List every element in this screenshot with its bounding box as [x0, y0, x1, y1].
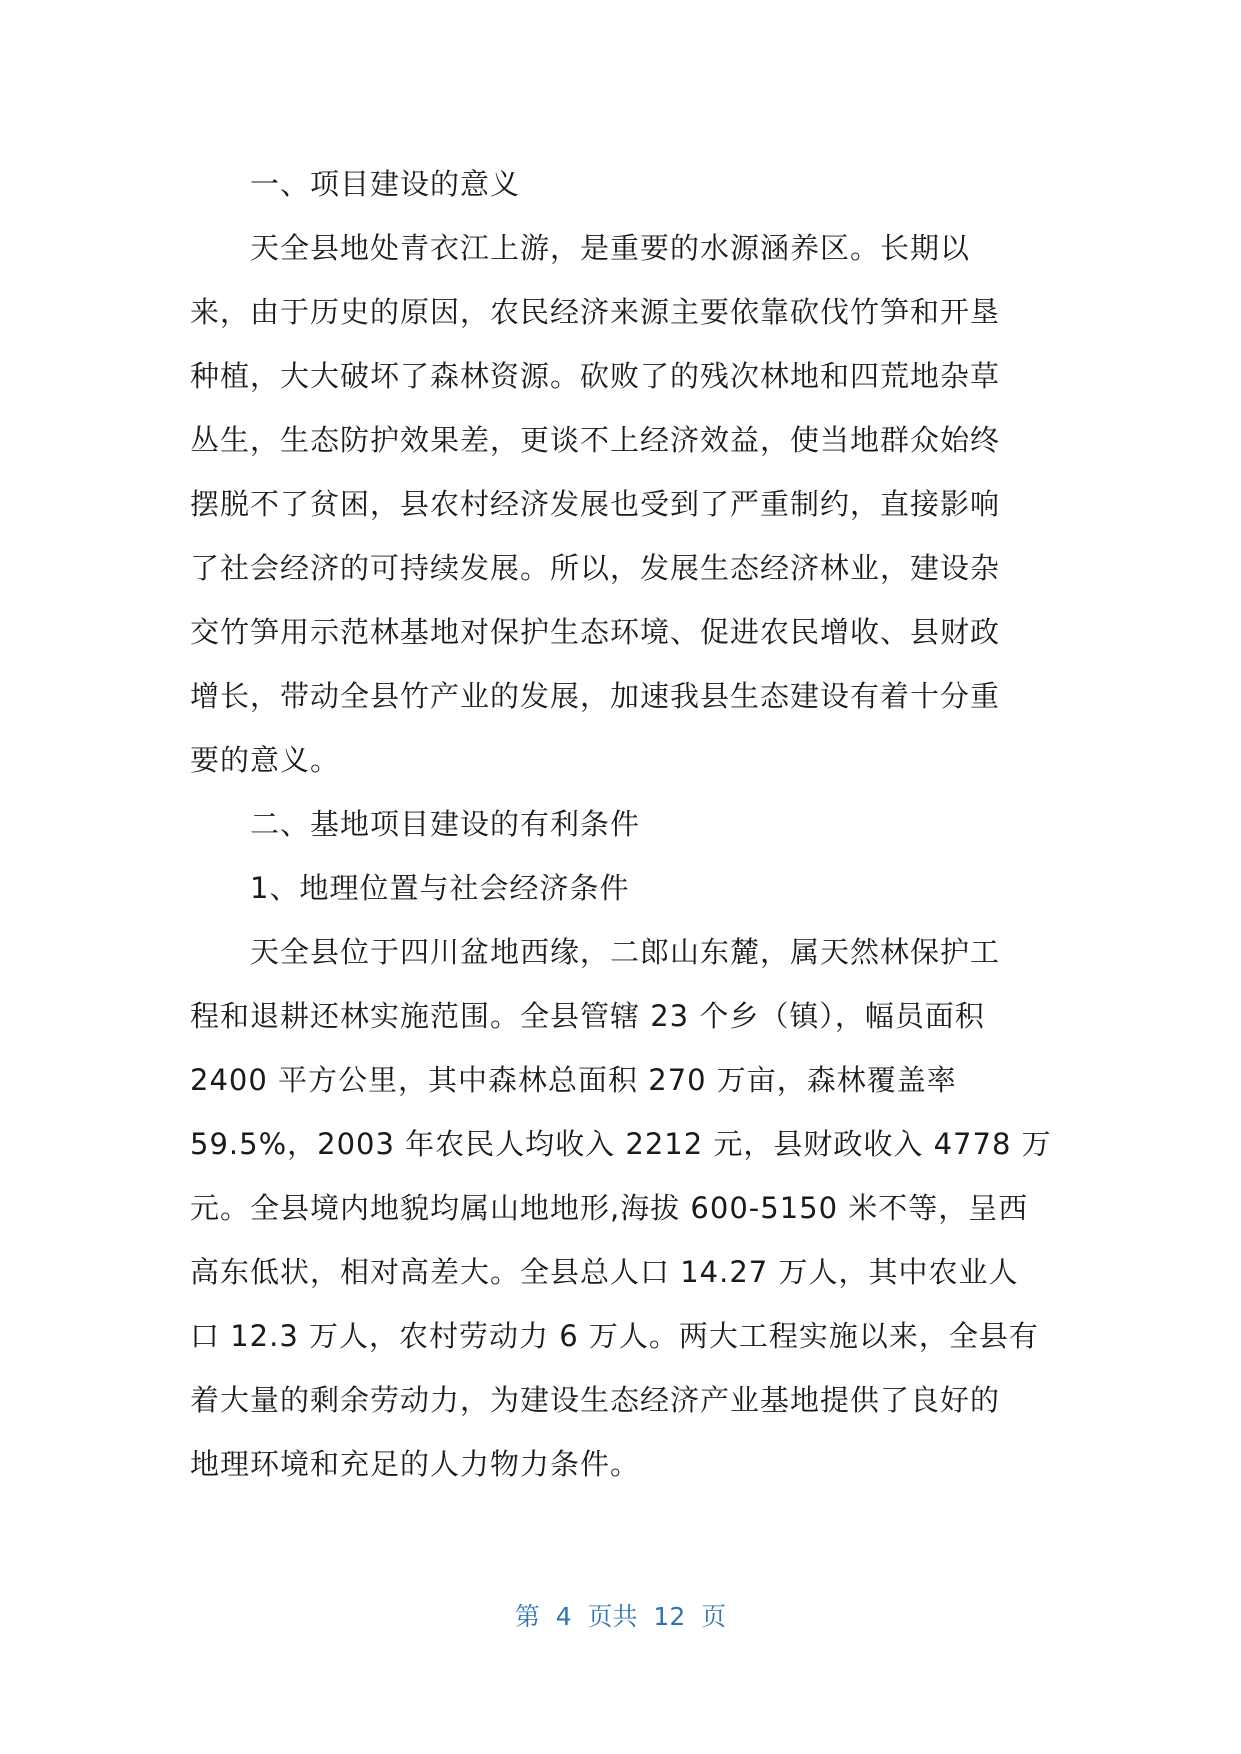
paragraph-line: 程和退耕还林实施范围。全县管辖 23 个乡（镇），幅员面积: [190, 999, 985, 1033]
paragraph-line: 元。全县境内地貌均属山地地形,海拔 600-5150 米不等，呈西: [190, 1191, 1029, 1225]
paragraph-line: 天全县位于四川盆地西缘，二郎山东麓，属天然林保护工: [190, 935, 1001, 969]
paragraph-line: 高东低状，相对高差大。全县总人口 14.27 万人，其中农业人: [190, 1255, 1019, 1289]
paragraph-line: 了社会经济的可持续发展。所以，发展生态经济林业，建设杂: [190, 551, 1001, 585]
paragraph-line: 2400 平方公里，其中森林总面积 270 万亩，森林覆盖率: [190, 1063, 957, 1097]
paragraph-line: 地理环境和充足的人力物力条件。: [190, 1447, 641, 1481]
paragraph-line: 增长，带动全县竹产业的发展，加速我县生态建设有着十分重: [190, 679, 1001, 713]
paragraph-line: 59.5%，2003 年农民人均收入 2212 元，县财政收入 4778 万: [190, 1127, 1052, 1161]
paragraph-line: 口 12.3 万人，农村劳动力 6 万人。两大工程实施以来，全县有: [190, 1319, 1039, 1353]
paragraph-line: 着大量的剩余劳动力，为建设生态经济产业基地提供了良好的: [190, 1383, 1001, 1417]
paragraph-line: 要的意义。: [190, 743, 341, 777]
subsection-heading-location: 1、地理位置与社会经济条件: [190, 871, 630, 905]
paragraph-line: 丛生，生态防护效果差，更谈不上经济效益，使当地群众始终: [190, 423, 1001, 457]
paragraph-line: 天全县地处青衣江上游，是重要的水源涵养区。长期以: [190, 231, 971, 265]
page-number-footer: 第 4 页共 12 页: [514, 1602, 727, 1631]
section-heading-conditions: 二、基地项目建设的有利条件: [190, 807, 641, 841]
paragraph-line: 种植，大大破坏了森林资源。砍败了的残次林地和四荒地杂草: [190, 359, 1001, 393]
section-heading-significance: 一、项目建设的意义: [190, 167, 521, 201]
paragraph-line: 摆脱不了贫困，县农村经济发展也受到了严重制约，直接影响: [190, 487, 1001, 521]
paragraph-line: 交竹笋用示范林基地对保护生态环境、促进农民增收、县财政: [190, 615, 1001, 649]
paragraph-line: 来，由于历史的原因，农民经济来源主要依靠砍伐竹笋和开垦: [190, 295, 1001, 329]
